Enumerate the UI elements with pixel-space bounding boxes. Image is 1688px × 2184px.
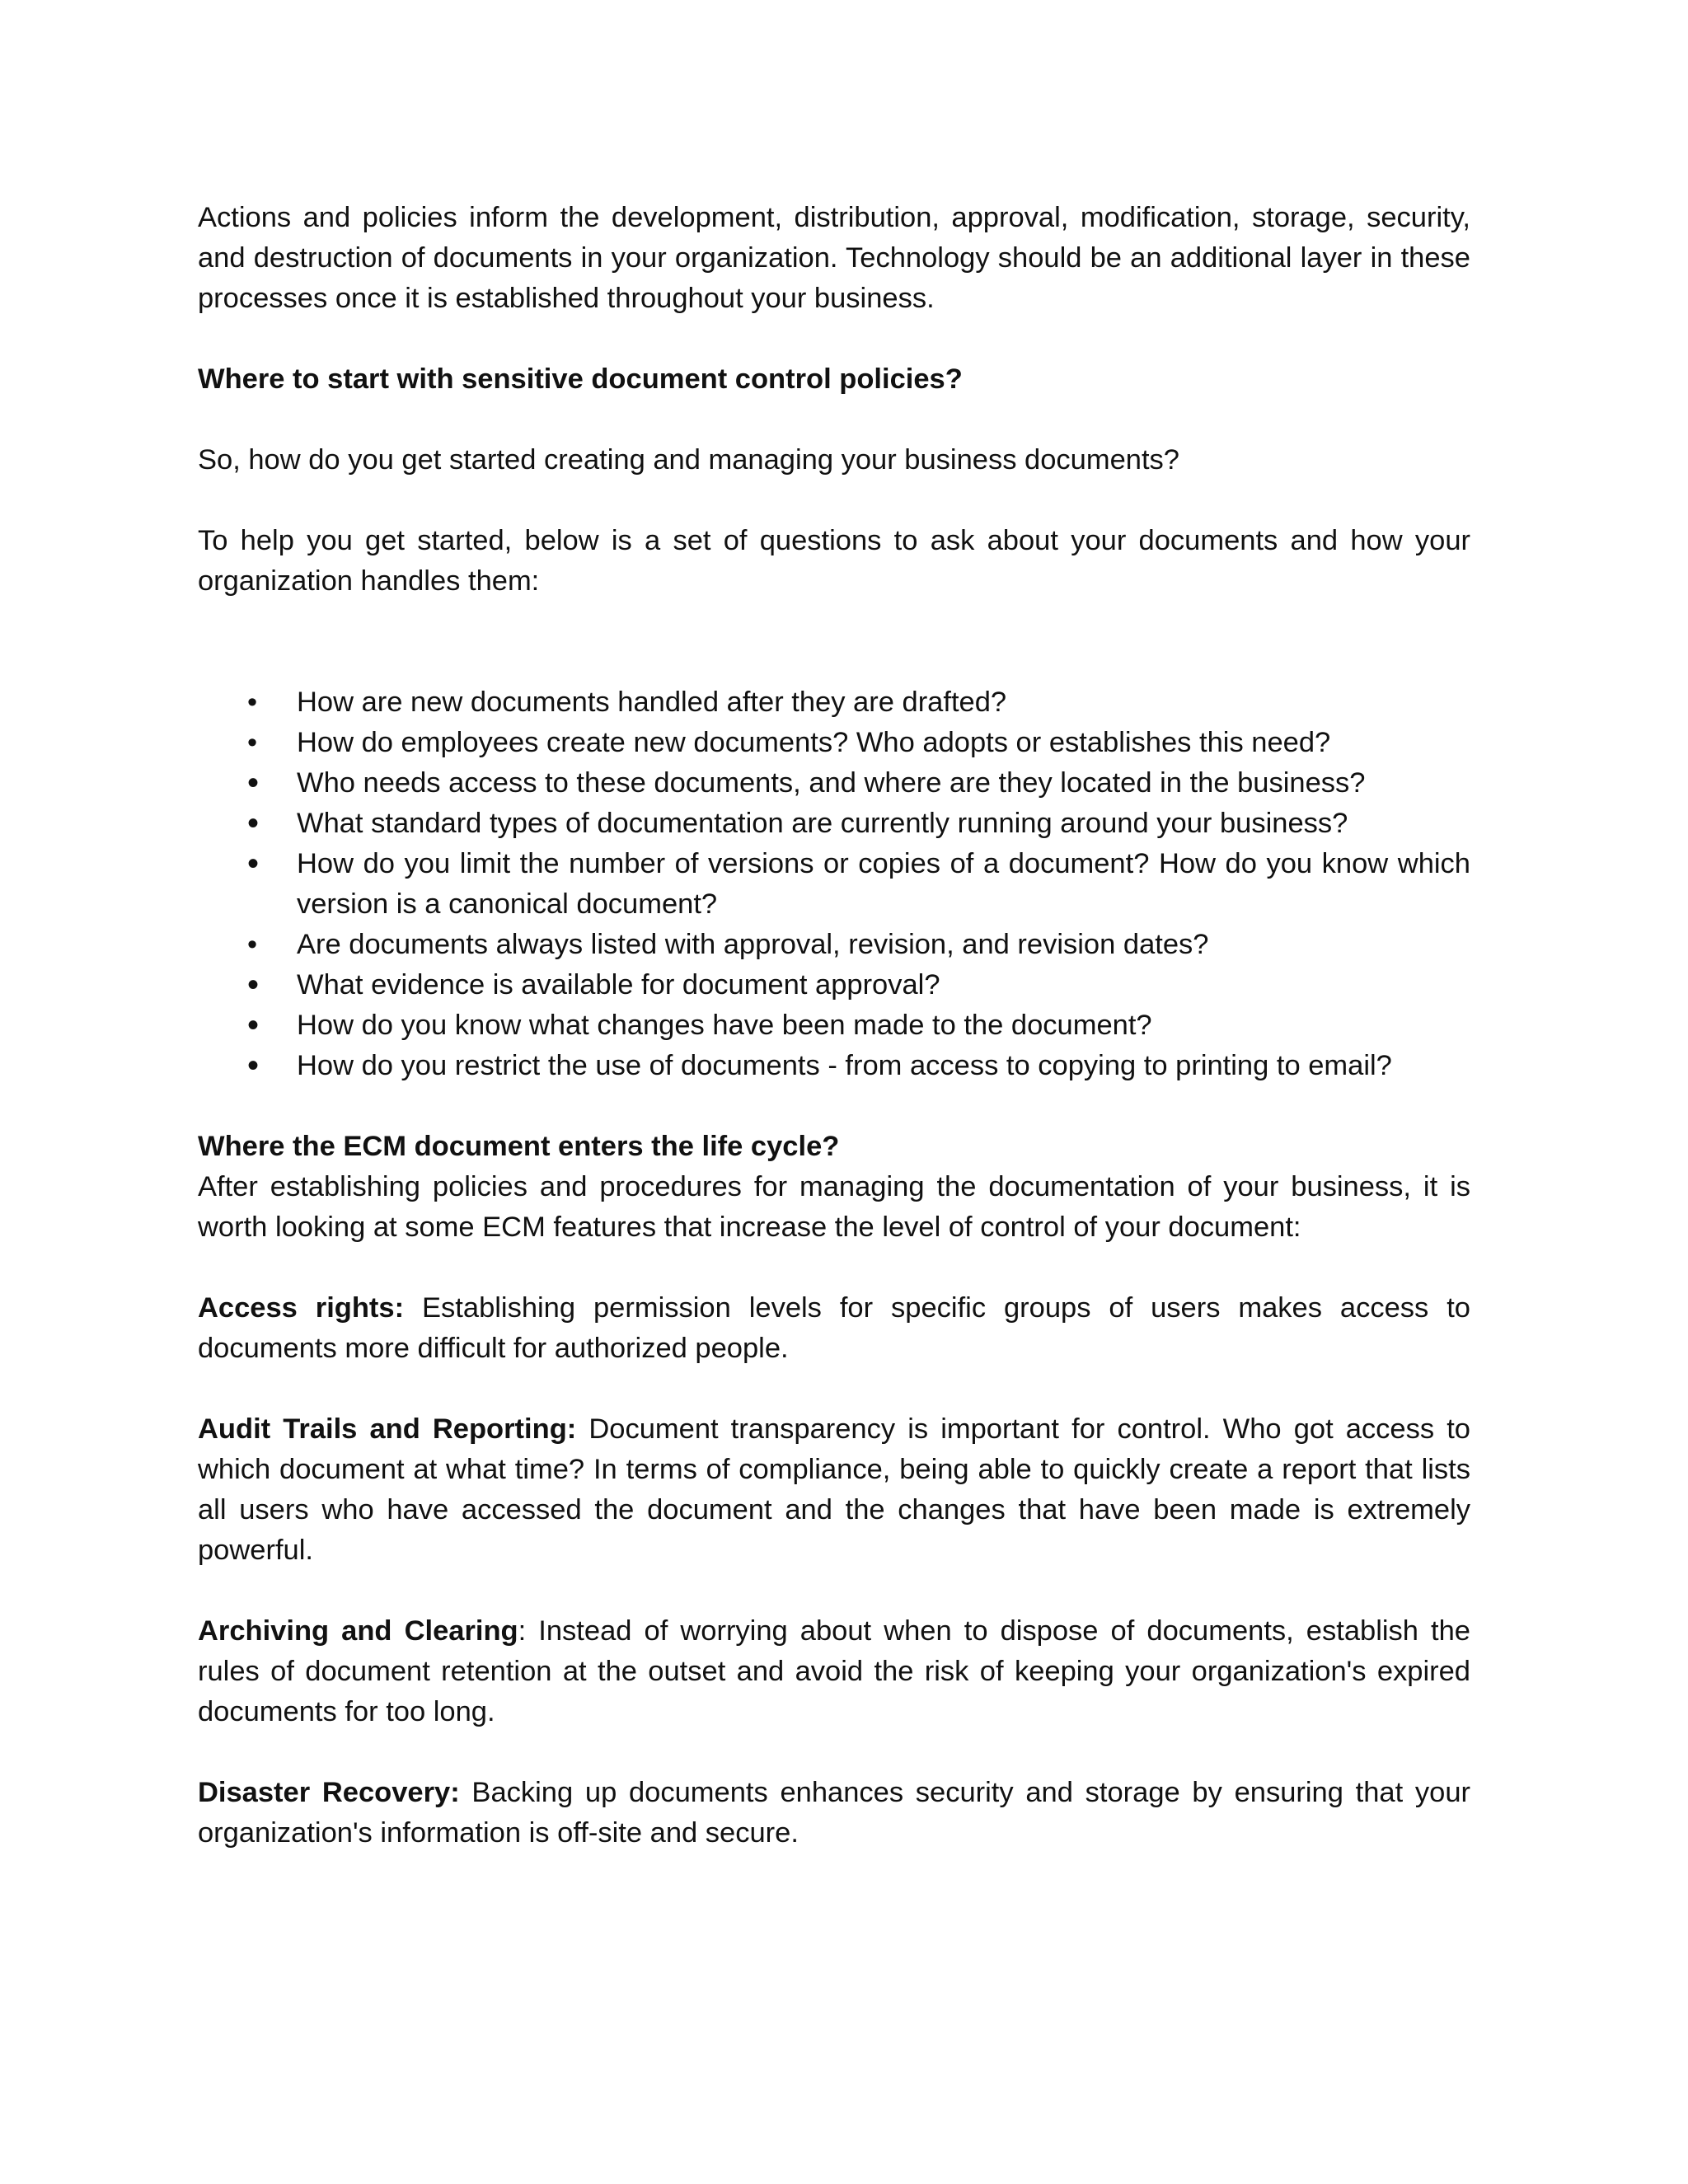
bullet-icon: •	[247, 929, 258, 960]
list-item	[198, 844, 1470, 925]
section-heading-policies: Where to start with sensitive document control policies?	[198, 363, 963, 395]
feature-title: Disaster Recovery:	[198, 1777, 460, 1808]
list-item	[198, 925, 1470, 965]
list-item-text: Are documents always listed with approval, revision, and revision dates?	[297, 929, 1209, 960]
spacer	[198, 1248, 1470, 1288]
bullet-icon: •	[247, 967, 260, 1003]
bullet-icon: •	[247, 1047, 260, 1084]
bullet-icon: •	[247, 765, 260, 801]
feature-title: Access rights:	[198, 1292, 405, 1324]
list-item-text: How do you know what changes have been made to the document?	[297, 1010, 1152, 1041]
list-item	[198, 763, 1470, 804]
feature-paragraph-access-rights	[198, 1288, 1470, 1369]
spacer	[198, 319, 1470, 359]
spacer	[198, 1732, 1470, 1773]
list-item-text: How do you limit the number of versions or copies of a document? How do you know which version is a canonical document?	[297, 848, 1470, 920]
list-item	[198, 965, 1470, 1005]
feature-text: Document transparency is important for control. Who got access to which document at what time? In terms of compliance, being able to quickly create a report that lists all users who have accessed the document and the changes that have been made is extremely powerful.	[198, 1413, 1470, 1566]
list-item-text: Who needs access to these documents, and where are they located in the business?	[297, 767, 1366, 799]
spacer	[198, 480, 1470, 521]
list-item	[198, 723, 1470, 763]
feature-text: : Instead of worrying about when to dispose of documents, establish the rules of document retention at the outset and avoid the risk of keeping your organization's expired documents for too long.	[198, 1615, 1470, 1727]
section-heading-ecm: Where the ECM document enters the life cycle?	[198, 1131, 840, 1162]
document-page	[198, 198, 1470, 1854]
feature-text: Establishing permission levels for specific groups of users makes access to documents more difficult for authorized people.	[198, 1292, 1470, 1364]
list-item	[198, 1046, 1470, 1086]
intro-paragraph: Actions and policies inform the development, distribution, approval, modification, storage, security, and destruction of documents in your organization. Technology should be an additional layer in these processes once it is established throughout your business.	[198, 202, 1470, 314]
bullet-icon: •	[247, 687, 258, 718]
bullet-icon: •	[247, 727, 258, 758]
bullet-icon: •	[247, 846, 260, 882]
spacer	[198, 602, 1470, 682]
ecm-intro-paragraph: After establishing policies and procedures for managing the documentation of your business, it is worth looking at some ECM features that increase the level of control of your document:	[198, 1171, 1470, 1243]
spacer	[198, 1086, 1470, 1127]
spacer	[198, 1369, 1470, 1409]
feature-paragraph-archiving	[198, 1611, 1470, 1732]
list-item	[198, 804, 1470, 844]
list-item-text: How do employees create new documents? Who adopts or establishes this need?	[297, 727, 1331, 758]
list-item-text: How do you restrict the use of documents - from access to copying to printing to email?	[297, 1050, 1392, 1081]
list-item-text: What standard types of documentation are currently running around your business?	[297, 808, 1348, 839]
help-paragraph: To help you get started, below is a set of questions to ask about your documents and how your organization handles them:	[198, 525, 1470, 597]
question-list	[198, 682, 1470, 1086]
spacer	[198, 400, 1470, 440]
list-item	[198, 1005, 1470, 1046]
list-item-text: How are new documents handled after they are drafted?	[297, 687, 1007, 718]
list-item-text: What evidence is available for document approval?	[297, 969, 940, 1001]
feature-text: Backing up documents enhances security and storage by ensuring that your organization's information is off-site and secure.	[198, 1777, 1470, 1849]
feature-paragraph-audit-trails	[198, 1409, 1470, 1571]
bullet-icon: •	[247, 1007, 260, 1043]
list-item	[198, 682, 1470, 723]
feature-paragraph-disaster-recovery	[198, 1773, 1470, 1854]
bullet-icon: •	[247, 805, 260, 841]
spacer	[198, 1571, 1470, 1611]
feature-title: Archiving and Clearing	[198, 1615, 518, 1647]
feature-title: Audit Trails and Reporting:	[198, 1413, 577, 1445]
question-intro-paragraph: So, how do you get started creating and managing your business documents?	[198, 444, 1179, 476]
